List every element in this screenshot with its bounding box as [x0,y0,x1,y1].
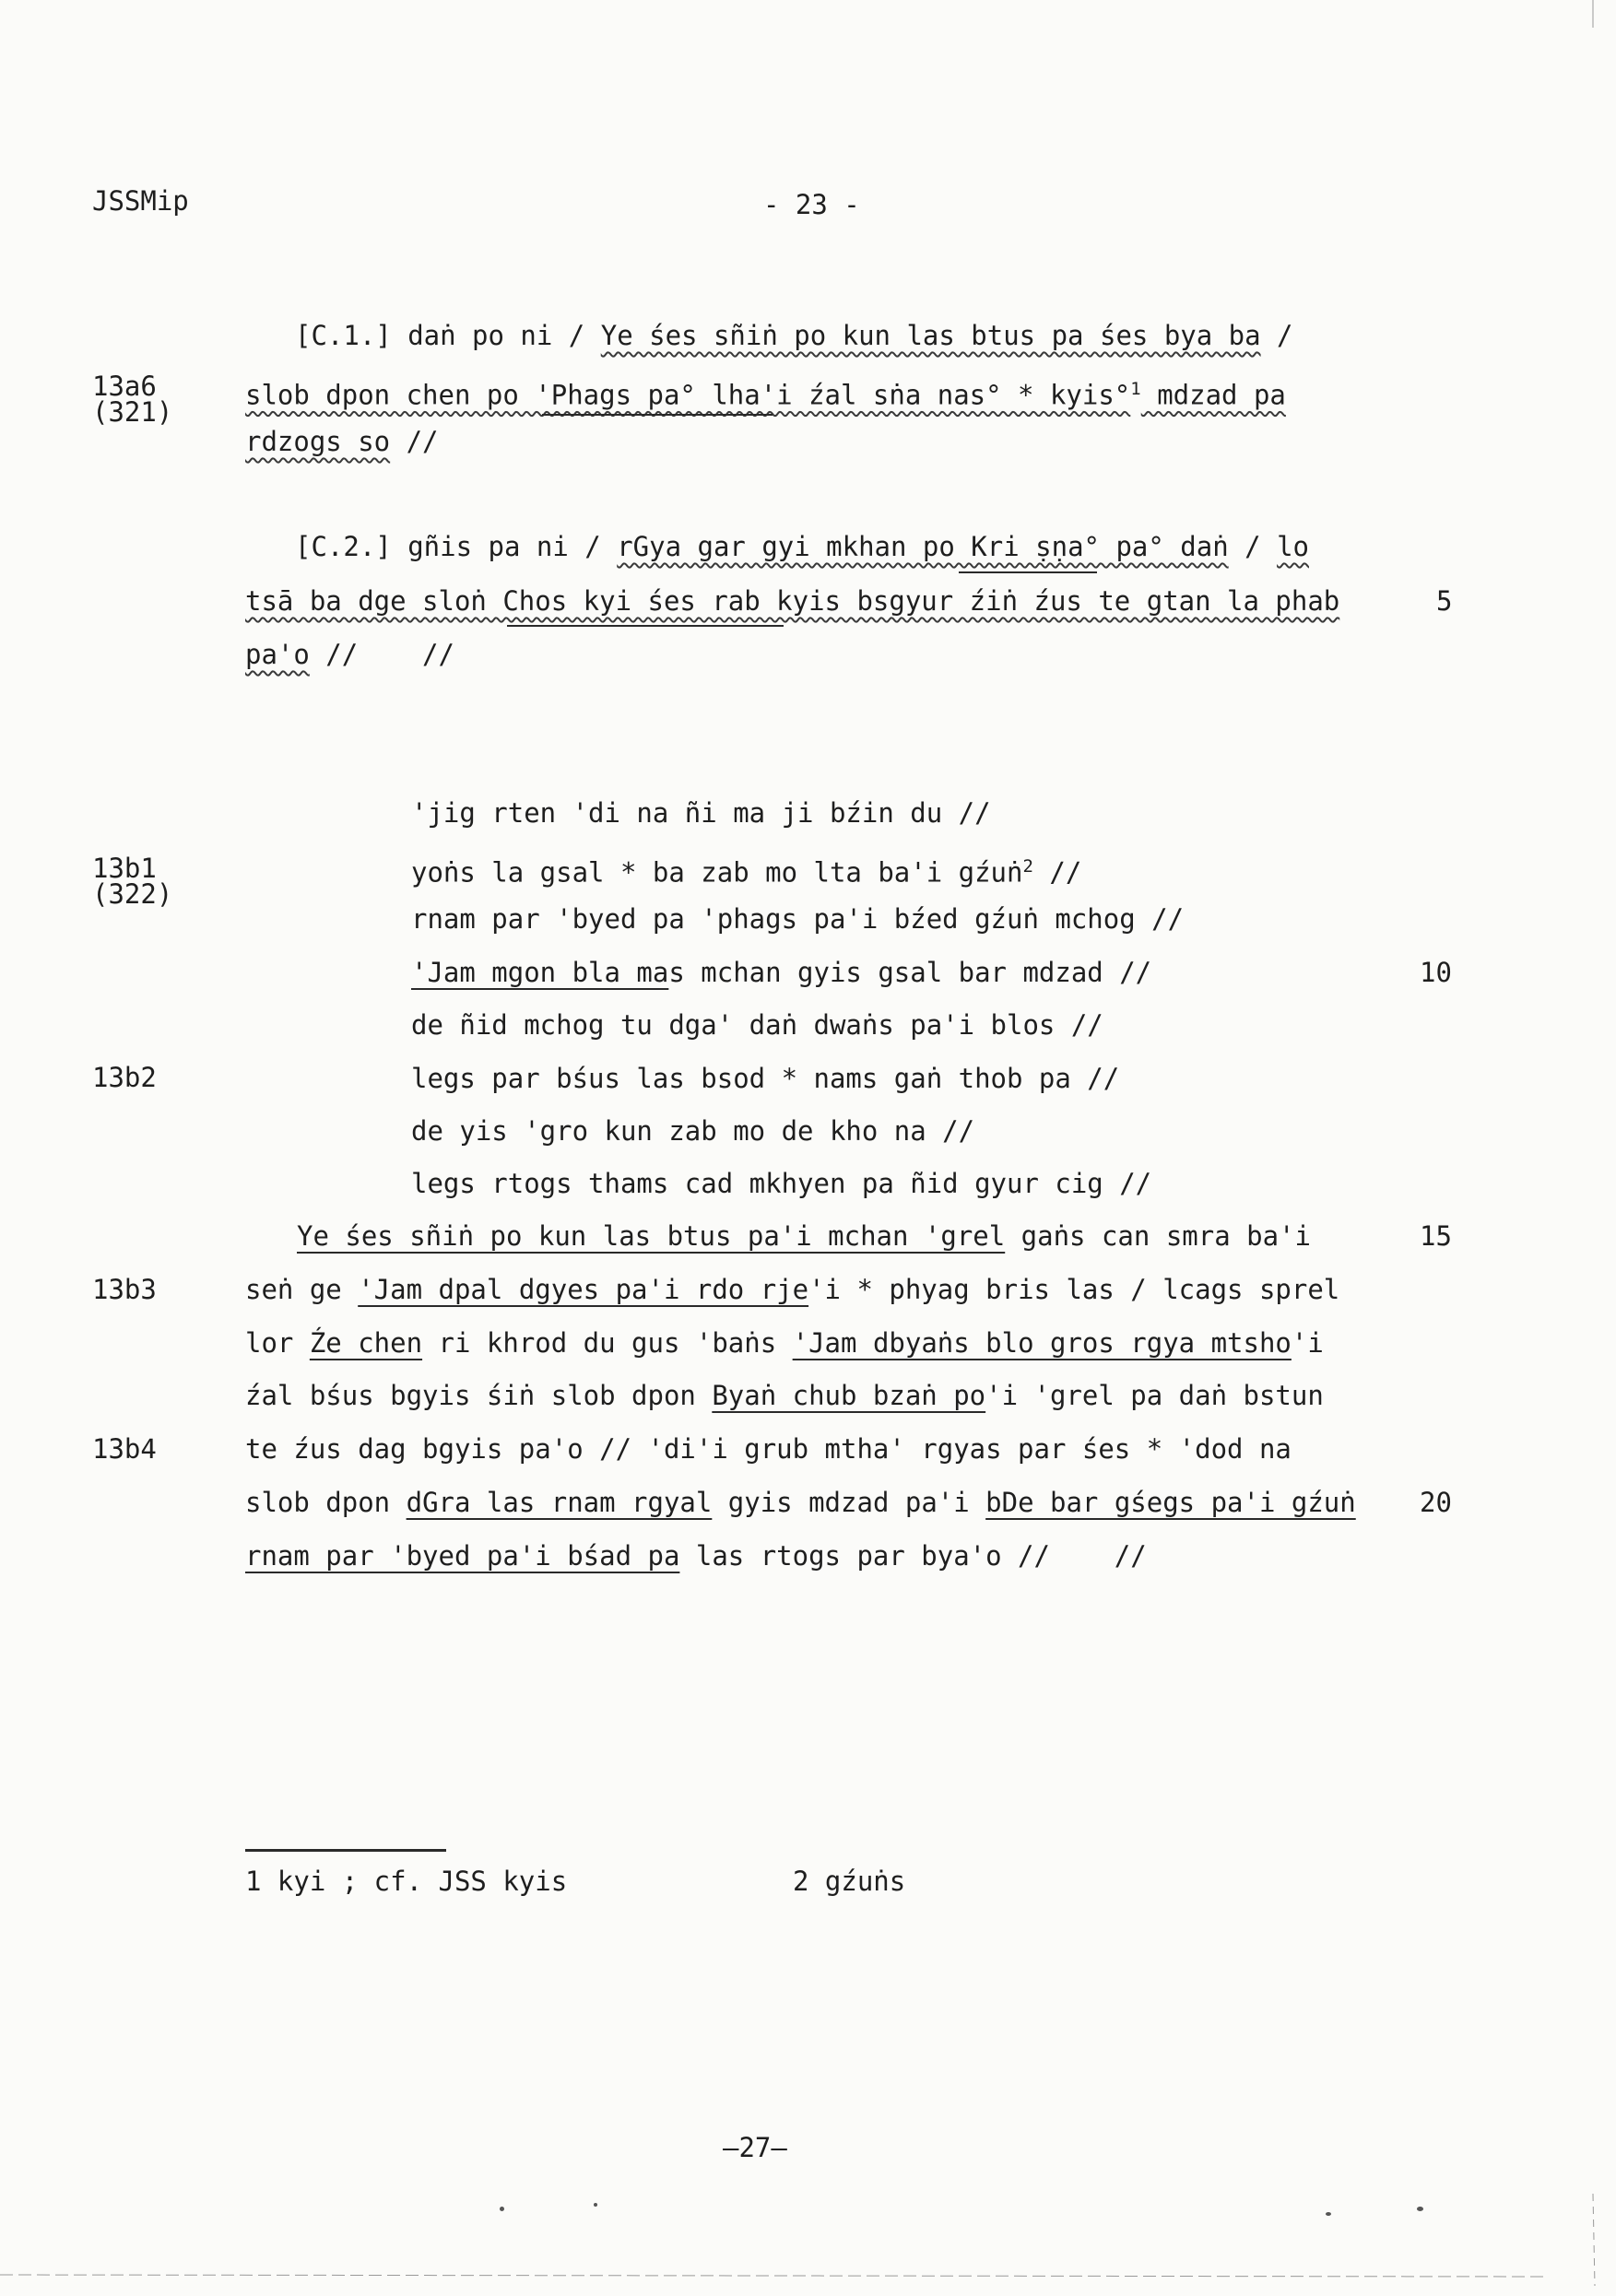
prose-line [245,1271,1339,1308]
scan-speck [1417,2207,1423,2211]
line-number: 20 [1420,1487,1452,1518]
footnote-1: 1 kyi ; cf. JSS kyis [245,1866,568,1897]
title: bDe bar gśegs pa'i gźuṅ [985,1487,1356,1518]
person-name: 'Jam mgon bla ma [411,957,669,988]
scan-speck [500,2207,504,2211]
scan-speck [1326,2212,1331,2216]
name-underline [507,625,784,627]
c2-text: rGya gar gyi mkhan po Kri ṣṇa° pa° daṅ [617,531,1229,562]
header-page-number: - 23 - [763,189,860,220]
footnote-2: 2 gźuṅs [793,1866,906,1897]
person-name: 'Jam dbyaṅs blo gros rgya mtsho [792,1327,1292,1359]
verse-line: legs rtogs thams cad mkhyen pa ñid gyur cig // [411,1168,1152,1199]
footer-page-number: —27— [723,2132,787,2163]
c2-text: / [1228,531,1278,562]
verse-line: de yis 'gro kun zab mo de kho na // [411,1115,975,1147]
margin-ref: 13b2 [92,1062,157,1093]
c2-text: [C.2.] gñis pa ni / [295,531,618,562]
c1-line-3 [245,423,439,460]
person-name: dGra las rnam rgyal [406,1487,713,1518]
c2-line-2 [245,583,1339,619]
c1-text: / [1260,320,1293,351]
prose-line [245,1537,1147,1574]
prose-line [245,1377,1324,1414]
prose-text: gyis mdzad pa'i [712,1487,986,1518]
line-number: 10 [1420,957,1452,988]
verse-text: yoṅs la gsal * ba zab mo lta ba'i gźuṅ [411,856,1023,889]
prose-line [297,1218,1311,1254]
title: rnam par 'byed pa'i bśad pa [245,1540,680,1572]
margin-ref: (322) [92,878,173,910]
c1-line-2 [245,371,1286,414]
line-number: 5 [1436,585,1453,617]
scan-edge [0,2267,1616,2286]
name-underline [959,571,1097,573]
c2-text: // // [309,639,454,670]
prose-text: 'i [1291,1327,1324,1359]
prose-text: 'i 'grel pa daṅ bstun [985,1380,1324,1411]
place-name: Źe chen [309,1327,423,1359]
margin-ref: (321) [92,396,173,428]
verse-line [411,954,1151,991]
prose-text: ri khrod du gus 'baṅs [422,1327,793,1359]
c2-line-1 [295,528,1309,565]
verse-line [411,848,1081,891]
prose-line [245,1325,1324,1361]
footnote-ref: 2 [1022,856,1033,877]
c2-text: lo [1277,531,1309,562]
c1-title: Ye śes sñiṅ po kun las btus pa śes bya ba [600,320,1261,351]
prose-text: las rtogs par bya'o // // [679,1540,1147,1572]
prose-text: lor [245,1327,310,1359]
title: Ye śes sñiṅ po kun las btus pa'i mchan 'grel [297,1220,1006,1252]
c1-text: mdzad pa [1140,379,1286,411]
verse-text: // [1032,856,1082,889]
c2-text: tsā ba dge sloṅ Chos kyi śes rab kyis bsgyur źiṅ źus te gtan la phab [245,585,1340,617]
verse-line: legs par bśus las bsod * nams gaṅ thob pa // [411,1063,1120,1094]
c2-text: pa'o [245,639,310,670]
c1-line-1 [295,317,1293,354]
verse-line: de ñid mchog tu dga' daṅ dwaṅs pa'i blos // [411,1009,1103,1041]
scan-speck [594,2203,597,2207]
footnote-rule [245,1849,446,1852]
name-underline [542,414,773,416]
prose-text: 'i * phyag bris las / lcags sprel [808,1274,1340,1305]
prose-line: te źus dag bgyis pa'o // 'di'i grub mtha' rgyas par śes * 'dod na [245,1433,1292,1465]
margin-ref: 13b3 [92,1274,157,1305]
person-name: Byaṅ chub bzaṅ po [712,1380,986,1411]
verse-text: s mchan gyis gsal bar mdzad // [668,957,1152,988]
person-name: 'Jam dpal dgyes pa'i rdo rje [358,1274,809,1305]
c2-line-3 [245,636,454,673]
prose-text: slob dpon [245,1487,407,1518]
header-label: JSSMip [92,185,189,217]
prose-text: gaṅs can smra ba'i [1005,1220,1311,1252]
margin-ref: 13a6 [92,371,157,402]
c1-text: // [390,426,439,457]
margin-ref: 13b4 [92,1433,157,1465]
verse-line: 'jig rten 'di na ñi ma ji bźin du // [411,797,991,829]
prose-text: seṅ ge [245,1274,359,1305]
c1-text: slob dpon chen po 'Phags pa° lha'i źal sṅa nas° * kyis° [245,379,1131,411]
footnote-ref: 1 [1130,379,1141,399]
margin-ref: 13b1 [92,853,157,884]
verse-line: rnam par 'byed pa 'phags pa'i bźed gźuṅ mchog // [411,903,1185,935]
prose-line [245,1484,1356,1521]
prose-text: źal bśus bgyis śiṅ slob dpon [245,1380,713,1411]
c1-text: [C.1.] daṅ po ni / [295,320,601,351]
c1-text: rdzogs so [245,426,391,457]
scan-edge [1584,0,1602,2296]
line-number: 15 [1420,1220,1452,1252]
